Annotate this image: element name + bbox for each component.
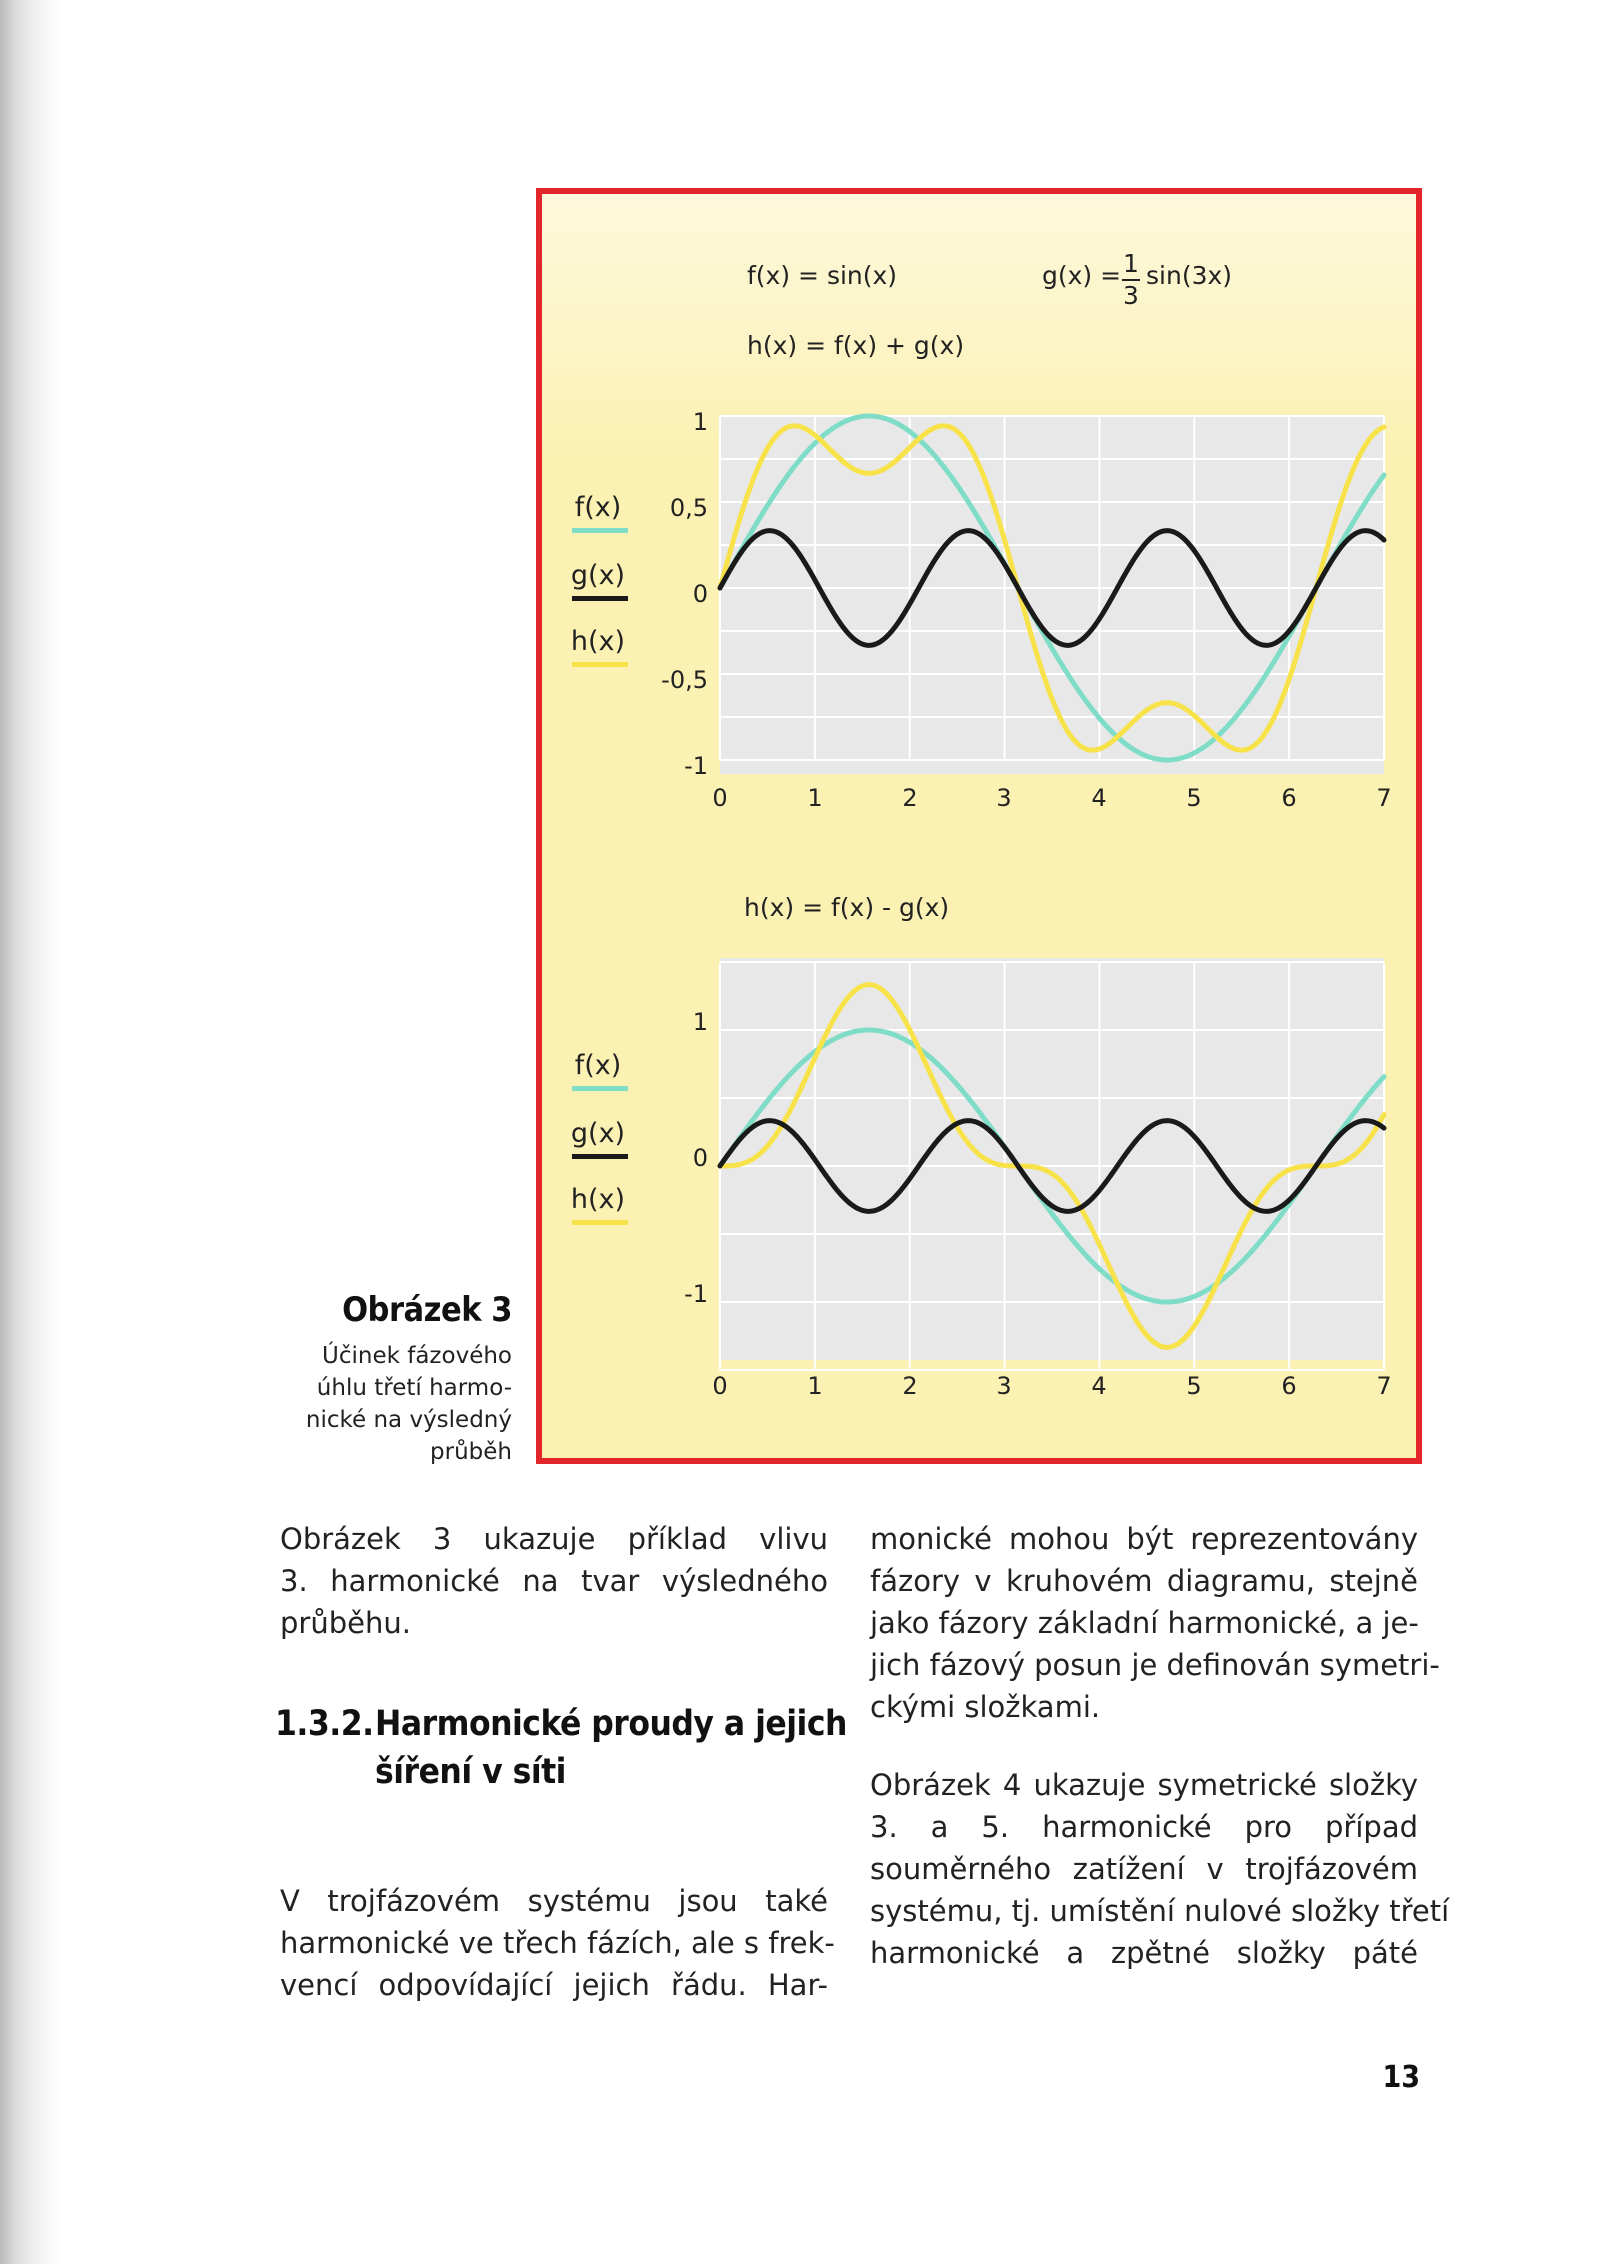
chart-diff	[571, 958, 1392, 1400]
text-line: Obrázek 3 ukazuje příklad vlivu	[280, 1522, 828, 1556]
chart-sum-xtick-0: 0	[712, 784, 728, 812]
chart-sum-xtick-5: 5	[1186, 784, 1202, 812]
section-heading	[275, 1700, 847, 1796]
right-column-paragraph-1	[870, 1518, 1440, 1728]
text-line: ckými složkami.	[870, 1690, 1101, 1724]
chart-sum-ytick-0: 0	[692, 580, 708, 608]
right-column-paragraph-2	[870, 1764, 1450, 1974]
text-line: jako fázory základní harmonické, a je-	[870, 1606, 1419, 1640]
text-line: V trojfázovém systému jsou také	[280, 1884, 828, 1918]
chart-diff-xtick-5: 5	[1186, 1372, 1202, 1400]
chart-sum-ytick-0.5: 0,5	[669, 494, 708, 522]
text-line: Obrázek 4 ukazuje symetrické složky	[870, 1768, 1418, 1802]
chart-sum-legend	[571, 492, 628, 667]
formula-g-denominator: 3	[1123, 281, 1139, 310]
chart-sum-xtick-6: 6	[1281, 784, 1297, 812]
chart-diff-xtick-4: 4	[1091, 1372, 1107, 1400]
text-line: harmonické ve třech fázích, ale s frek-	[280, 1926, 835, 1960]
caption-title: Obrázek 3	[342, 1290, 512, 1330]
section-number: 1.3.2.	[275, 1704, 374, 1744]
chart-sum	[571, 408, 1392, 812]
chart-diff-ytick-1: 1	[692, 1008, 708, 1036]
text-line: monické mohou být reprezentovány	[870, 1522, 1418, 1556]
caption-line: nické na výsledný	[305, 1407, 512, 1433]
text-line: průběhu.	[280, 1606, 411, 1640]
chart-sum-legend-g-label: g(x)	[570, 560, 626, 591]
chart-sum-legend-h-swatch	[572, 662, 628, 667]
chart-sum-ytick-minus-1: -1	[684, 752, 708, 780]
chart-diff-xtick-6: 6	[1281, 1372, 1297, 1400]
chart-diff-xtick-1: 1	[807, 1372, 823, 1400]
chart-sum-legend-h-label: h(x)	[570, 626, 626, 657]
left-column-paragraph-2	[280, 1880, 835, 2006]
chart-diff-xtick-0: 0	[712, 1372, 728, 1400]
formula-h-diff: h(x) = f(x) - g(x)	[744, 893, 950, 922]
text-line: 3. harmonické na tvar výsledného	[280, 1564, 828, 1598]
section-title-line-1: Harmonické proudy a jejich	[375, 1704, 847, 1744]
chart-diff-xtick-3: 3	[996, 1372, 1012, 1400]
figure-3-svg	[542, 194, 1416, 1458]
page-number: 13	[1382, 2060, 1420, 2095]
chart-diff-legend-f-label: f(x)	[574, 1050, 622, 1081]
binding-shadow	[0, 0, 60, 2264]
chart-sum-xtick-1: 1	[807, 784, 823, 812]
text-line: harmonické a zpětné složky páté	[870, 1936, 1418, 1970]
text-line: vencí odpovídající jejich řádu. Har-	[280, 1968, 828, 2002]
chart-diff-ytick-0: 0	[692, 1144, 708, 1172]
chart-diff-legend-g-label: g(x)	[570, 1118, 626, 1149]
chart-sum-ytick-minus-0.5: -0,5	[661, 666, 708, 694]
chart-diff-xtick-2: 2	[902, 1372, 918, 1400]
caption-line: Účinek fázového	[322, 1343, 512, 1369]
text-line: jich fázový posun je definován symetri-	[870, 1648, 1440, 1682]
chart-diff-legend	[571, 1050, 628, 1225]
formula-f: f(x) = sin(x)	[747, 261, 898, 290]
figure-3-box	[536, 188, 1422, 1464]
chart-diff-legend-h-label: h(x)	[570, 1184, 626, 1215]
formula-g-numerator: 1	[1123, 249, 1139, 278]
chart-diff-plot-area	[720, 958, 1384, 1360]
figure-caption	[272, 1290, 512, 1468]
caption-line: úhlu třetí harmo-	[316, 1375, 512, 1401]
text-line: souměrného zatížení v trojfázovém	[870, 1852, 1418, 1886]
chart-sum-legend-g-swatch	[572, 596, 628, 601]
left-column-paragraph-1	[280, 1518, 828, 1644]
chart-diff-xtick-7: 7	[1376, 1372, 1392, 1400]
chart-sum-xtick-2: 2	[902, 784, 918, 812]
chart-sum-xtick-3: 3	[996, 784, 1012, 812]
chart-sum-plot-area	[720, 416, 1384, 774]
text-line: 3. a 5. harmonické pro případ	[870, 1810, 1418, 1844]
chart-diff-legend-g-swatch	[572, 1154, 628, 1159]
chart-diff-legend-h-swatch	[572, 1220, 628, 1225]
chart-sum-legend-f-label: f(x)	[574, 492, 622, 523]
chart-sum-ytick-1: 1	[692, 408, 708, 436]
section-title-line-2: šíření v síti	[375, 1752, 566, 1792]
chart-sum-xtick-4: 4	[1091, 784, 1107, 812]
caption-line: průběh	[430, 1439, 512, 1465]
text-line: systému, tj. umístění nulové složky třetí	[870, 1894, 1450, 1928]
formula-g-suffix: sin(3x)	[1146, 261, 1233, 290]
chart-diff-legend-f-swatch	[572, 1086, 628, 1091]
chart-sum-legend-f-swatch	[572, 528, 628, 533]
chart-diff-ytick-minus-1: -1	[684, 1280, 708, 1308]
formula-h-sum: h(x) = f(x) + g(x)	[747, 331, 965, 360]
text-line: fázory v kruhovém diagramu, stejně	[870, 1564, 1418, 1598]
formula-g-prefix: g(x) =	[1042, 261, 1122, 290]
chart-sum-xtick-7: 7	[1376, 784, 1392, 812]
